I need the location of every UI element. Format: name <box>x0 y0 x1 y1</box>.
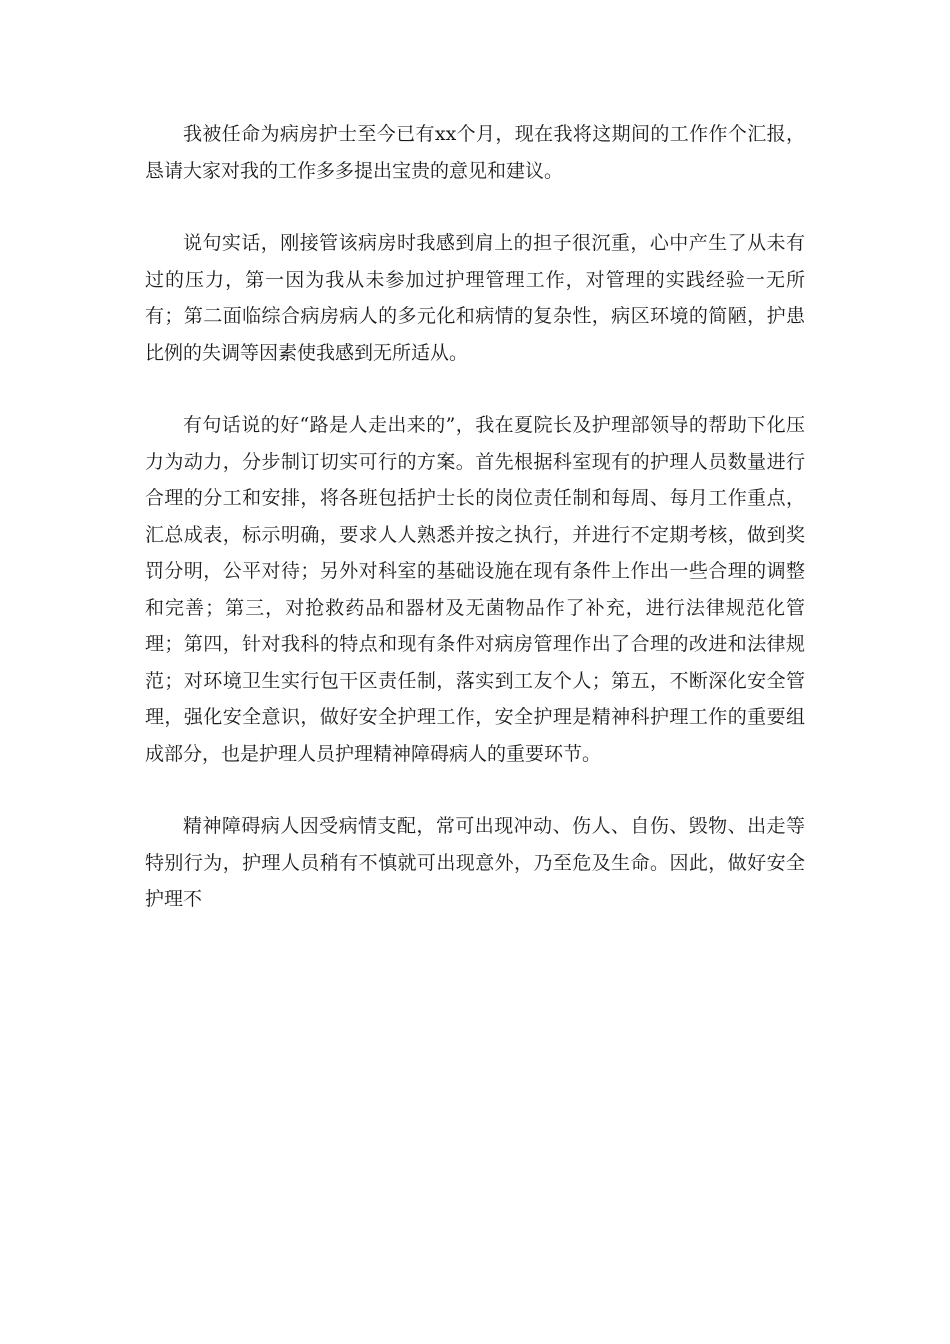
paragraph-safety-nursing: 精神障碍病人因受病情支配，常可出现冲动、伤人、自伤、毁物、出走等特别行为，护理人员稍有不慎就可出现意外，乃至危及生命。因此，做好安全护理不 <box>145 815 805 910</box>
paragraph-intro: 我被任命为病房护士至今已有xx个月，现在我将这期间的工作作个汇报，恳请大家对我的工作多多提出宝贵的意见和建议。 <box>145 123 805 182</box>
paragraph-initial-pressure: 说句实话，刚接管该病房时我感到肩上的担子很沉重，心中产生了从未有过的压力，第一因为我从未参加过护理管理工作，对管理的实践经验一无所有；第二面临综合病房病人的多元化和病情的复杂性，病区环境的简陋，护患比例的失调等因素使我感到无所适从。 <box>145 232 805 364</box>
paragraph-management-plan: 有句话说的好“路是人走出来的”，我在夏院长及护理部领导的帮助下化压力为动力，分步制订切实可行的方案。首先根据科室现有的护理人员数量进行合理的分工和安排，将各班包括护士长的岗位责任制和每周、每月工作重点，汇总成表，标示明确，要求人人熟悉并按之执行，并进行不定期考核，做到奖罚分明，公平对待；另外对科室的基础设施在现有条件上作出一些合理的调整和完善；第三，对抢救药品和器材及无菌物品作了补充，进行法律规范化管理；第四，针对我科的特点和现有条件对病房管理作出了合理的改进和法律规范；对环境卫生实行包干区责任制，落实到工友个人；第五，不断深化安全管理，强化安全意识，做好安全护理工作，安全护理是精神科护理工作的重要组成部分，也是护理人员护理精神障碍病人的重要环节。 <box>145 414 805 765</box>
document-body <box>145 116 805 918</box>
